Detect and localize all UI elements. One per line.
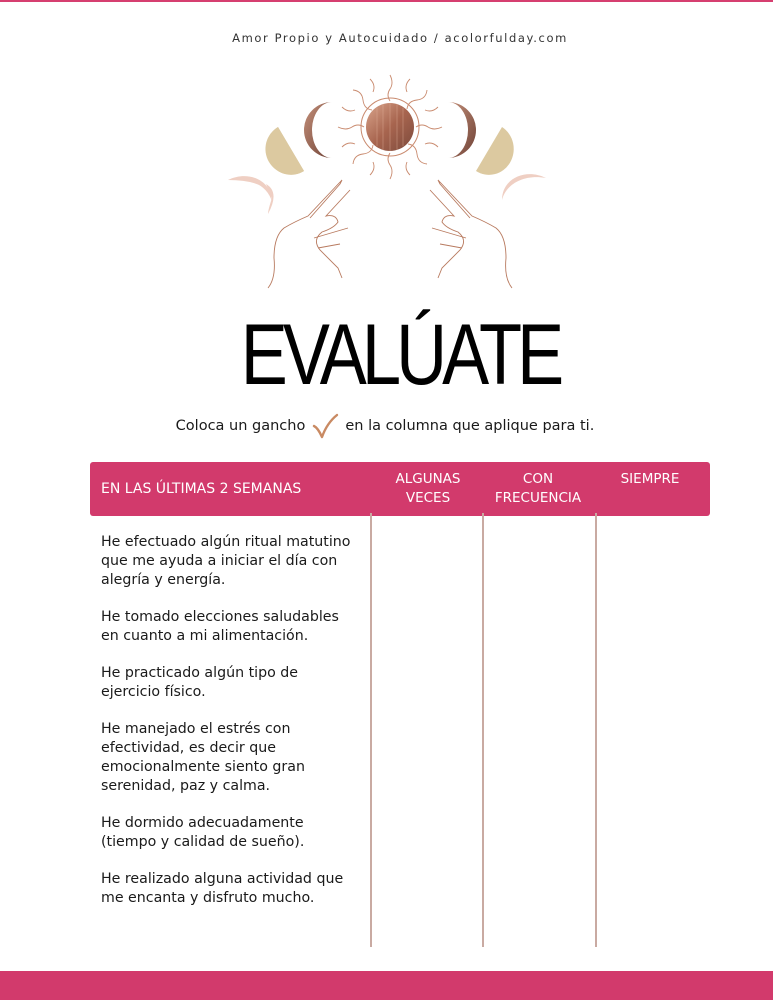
top-rule <box>0 0 773 2</box>
column-header-line: VECES <box>405 490 451 506</box>
column-divider <box>482 513 484 947</box>
statement-list <box>101 533 361 926</box>
celestial-hands-illustration <box>220 52 560 312</box>
header-site-text: Amor Propio y Autocuidado / acolorfulday.com <box>232 31 568 45</box>
instruction-text-before: Coloca un gancho <box>175 418 306 434</box>
statement-item: He dormido adecuadamente (tiempo y calidad de sueño). <box>101 815 305 850</box>
footer-bar <box>0 971 773 1000</box>
statement-item: He tomado elecciones saludables en cuanto a mi alimentación. <box>101 609 339 644</box>
check-icon <box>311 413 339 439</box>
column-header-line: FRECUENCIA <box>494 490 582 506</box>
column-divider <box>370 513 372 947</box>
main-column-header: EN LAS ÚLTIMAS 2 SEMANAS <box>101 481 302 497</box>
column-header-line: SIEMPRE <box>620 471 680 487</box>
page-title: EVALÚATE <box>240 307 560 403</box>
column-header-line: ALGUNAS <box>395 471 461 487</box>
column-header-con-frecuencia <box>488 470 588 508</box>
statement-item: He realizado alguna actividad que me encanta y disfruto mucho. <box>101 871 344 906</box>
statement-item: He manejado el estrés con efectividad, es decir que emocionalmente siento gran serenidad, paz y calma. <box>101 721 305 794</box>
column-header-line: CON <box>522 471 554 487</box>
statement-item: He practicado algún tipo de ejercicio físico. <box>101 665 299 700</box>
table-header <box>90 462 710 516</box>
instruction-text-after: en la columna que aplique para ti. <box>345 418 595 434</box>
column-divider <box>595 513 597 947</box>
statement-item: He efectuado algún ritual matutino que me ayuda a iniciar el día con alegría y energía. <box>101 534 351 588</box>
hand-icon <box>268 180 512 288</box>
column-header-algunas-veces <box>382 470 474 508</box>
column-header-siempre <box>606 470 694 489</box>
instruction-line <box>0 413 770 439</box>
